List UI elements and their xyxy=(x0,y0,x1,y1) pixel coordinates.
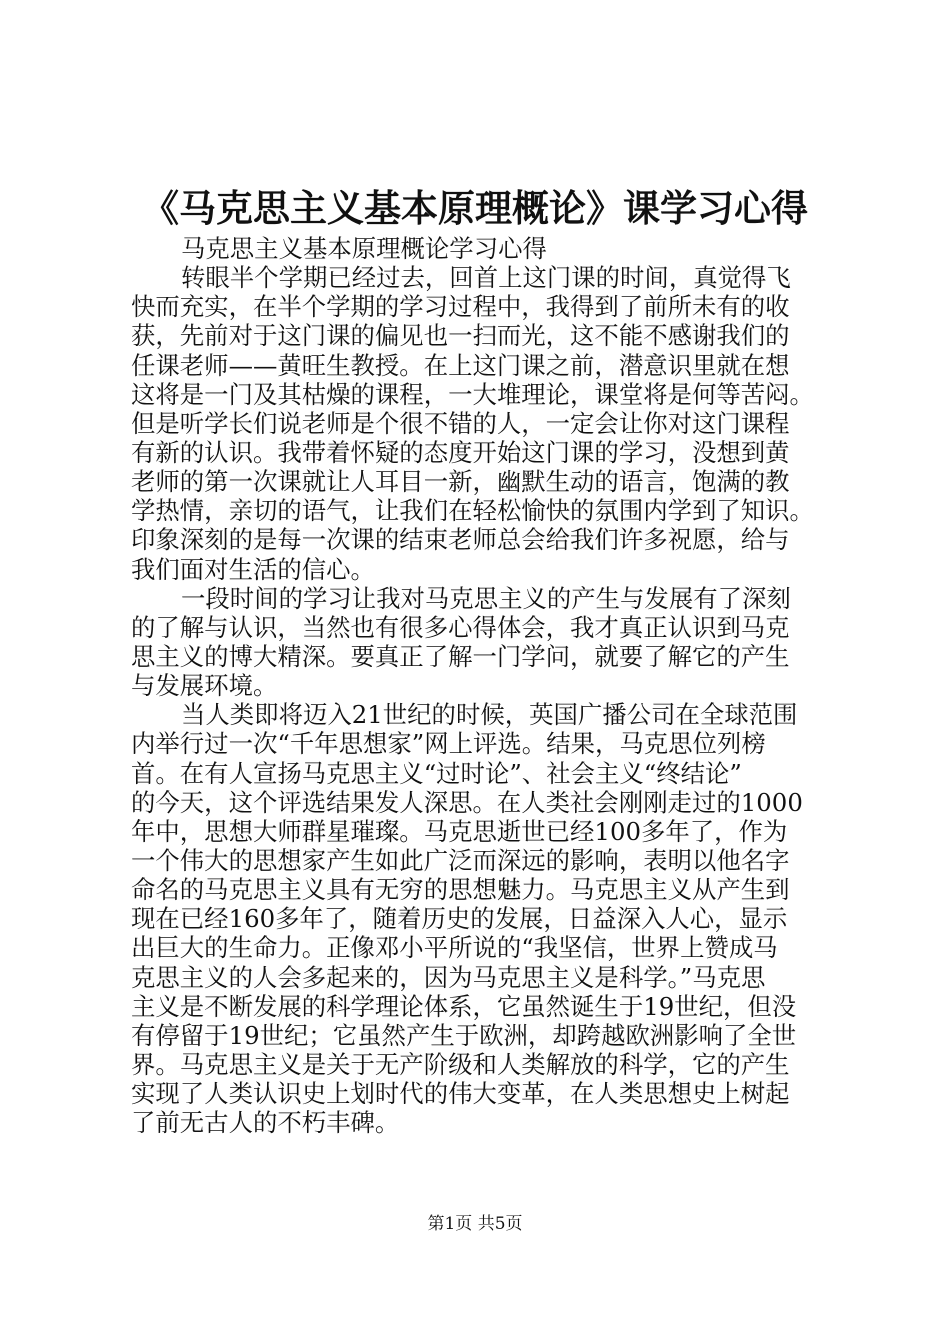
text-line: 思主义的博大精深。要真正了解一门学问，就要了解它的产生 xyxy=(131,641,790,671)
document-title: 《马克思主义基本原理概论》课学习心得 xyxy=(142,186,808,230)
text-line: 命名的马克思主义具有无穷的思想魅力。马克思主义从产生到 xyxy=(131,875,790,905)
text-line: 内举行过一次“千年思想家”网上评选。结果，马克思位列榜 xyxy=(131,729,766,759)
page-footer: 第1页 共5页 xyxy=(427,1214,523,1234)
text-line: 首。在有人宣扬马克思主义“过时论”、社会主义“终结论” xyxy=(131,758,742,788)
text-line: 了前无古人的不朽丰碑。 xyxy=(131,1108,400,1138)
text-line: 我们面对生活的信心。 xyxy=(131,554,375,584)
text-line: 有停留于19世纪；它虽然产生于欧洲，却跨越欧洲影响了全世 xyxy=(131,1020,797,1050)
text-line: 转眼半个学期已经过去，回首上这门课的时间，真觉得飞 xyxy=(181,263,791,293)
text-line: 实现了人类认识史上划时代的伟大变革，在人类思想史上树起 xyxy=(131,1079,790,1109)
text-line: 的今天，这个评选结果发人深思。在人类社会刚刚走过的1000 xyxy=(131,787,803,817)
text-line: 一个伟大的思想家产生如此广泛而深远的影响，表明以他名字 xyxy=(131,845,790,875)
document-body xyxy=(131,234,831,1137)
text-line: 的了解与认识，当然也有很多心得体会，我才真正认识到马克 xyxy=(131,612,790,642)
text-line: 快而充实，在半个学期的学习过程中，我得到了前所未有的收 xyxy=(131,292,790,322)
text-line: 马克思主义基本原理概论学习心得 xyxy=(181,234,547,263)
text-line: 印象深刻的是每一次课的结束老师总会给我们许多祝愿，给与 xyxy=(131,525,790,555)
text-line: 现在已经160多年了，随着历史的发展，日益深入人心，显示 xyxy=(131,904,788,934)
text-line: 这将是一门及其枯燥的课程，一大堆理论，课堂将是何等苦闷。 xyxy=(131,379,814,409)
text-line: 克思主义的人会多起来的，因为马克思主义是科学。”马克思 xyxy=(131,962,766,992)
text-line: 主义是不断发展的科学理论体系，它虽然诞生于19世纪，但没 xyxy=(131,991,797,1021)
text-line: 一段时间的学习让我对马克思主义的产生与发展有了深刻 xyxy=(181,583,791,613)
text-line: 任课老师——黄旺生教授。在上这门课之前，潜意识里就在想 xyxy=(131,350,790,380)
text-line: 获，先前对于这门课的偏见也一扫而光，这不能不感谢我们的 xyxy=(131,321,790,351)
text-line: 界。马克思主义是关于无产阶级和人类解放的科学，它的产生 xyxy=(131,1049,790,1079)
text-line: 与发展环境。 xyxy=(131,671,278,701)
text-line: 有新的认识。我带着怀疑的态度开始这门课的学习，没想到黄 xyxy=(131,437,790,467)
text-line: 出巨大的生命力。正像邓小平所说的“我坚信，世界上赞成马 xyxy=(131,933,778,963)
text-line: 但是听学长们说老师是个很不错的人，一定会让你对这门课程 xyxy=(131,408,790,438)
text-line: 当人类即将迈入21世纪的时候，英国广播公司在全球范围 xyxy=(181,700,798,730)
text-line: 年中，思想大师群星璀璨。马克思逝世已经100多年了，作为 xyxy=(131,816,788,846)
text-line: 老师的第一次课就让人耳目一新，幽默生动的语言，饱满的教 xyxy=(131,467,790,497)
text-line: 学热情，亲切的语气，让我们在轻松愉快的氛围内学到了知识。 xyxy=(131,496,814,526)
